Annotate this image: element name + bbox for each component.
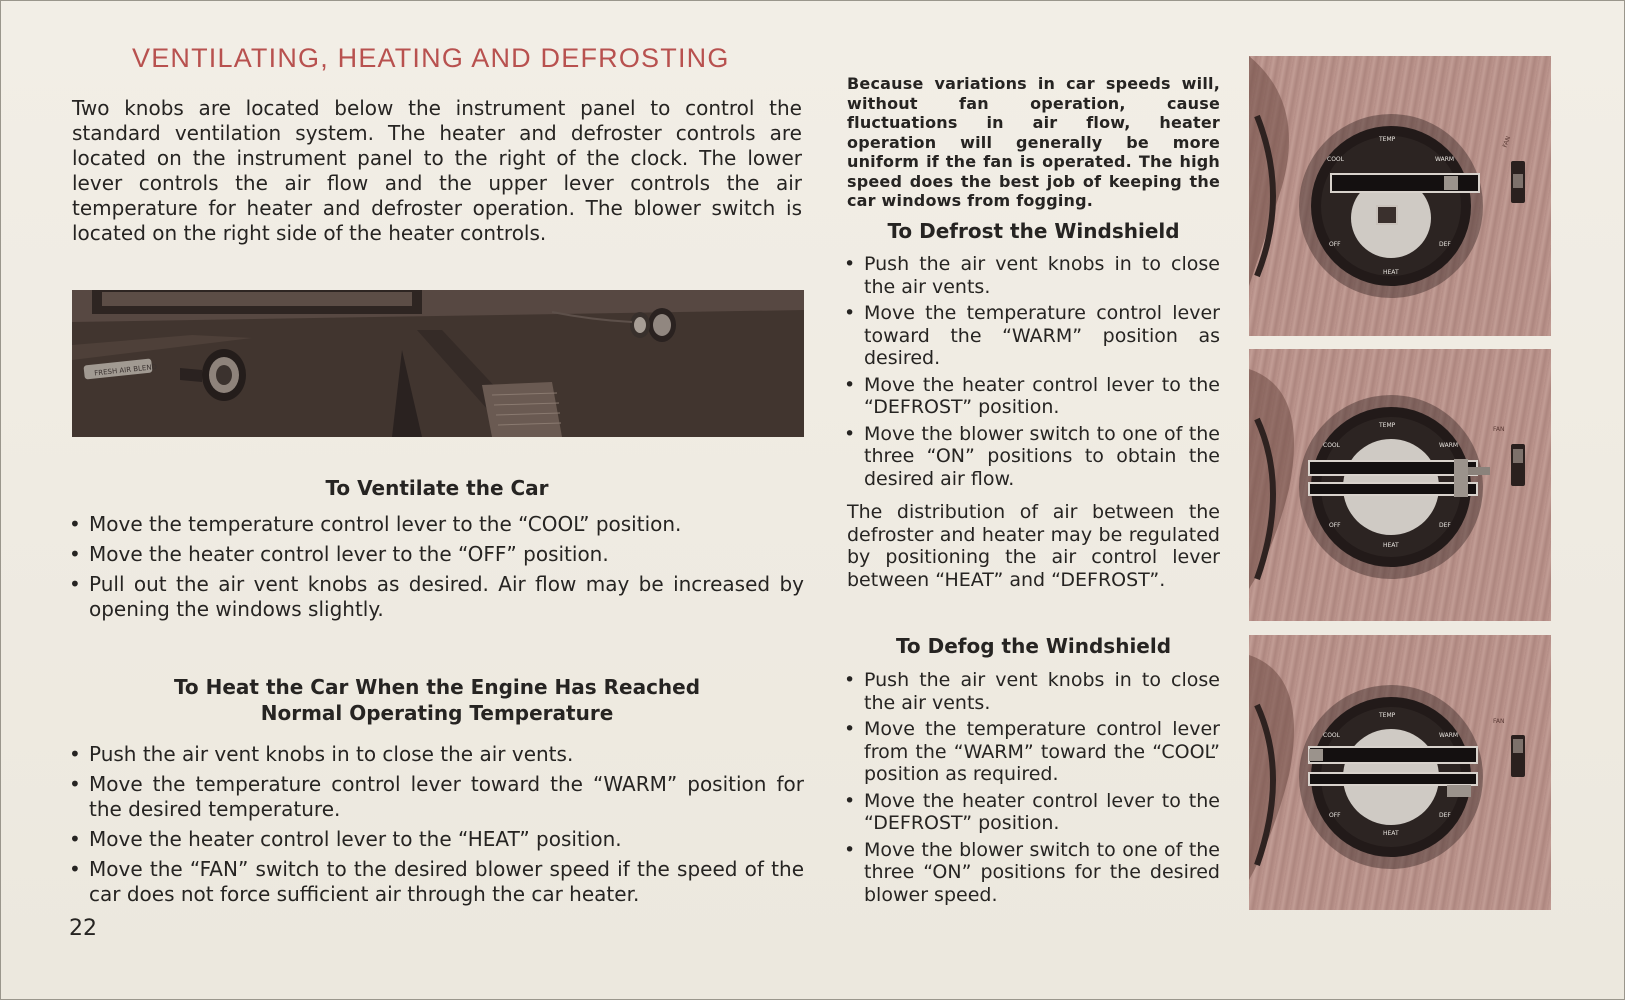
list-item: • Move the temperature control lever from the “WARM” toward the “COOL” position as required. — [844, 718, 1220, 786]
defog-heading: To Defog the Windshield — [895, 634, 1172, 658]
dial-label-cool: COOL — [1323, 442, 1340, 449]
panel-label-fan: FAN — [1493, 718, 1505, 725]
defrost-heading: To Defrost the Windshield — [887, 219, 1180, 243]
intro-paragraph: Two knobs are located below the instrument panel to control the standard ventilation system. The heater and defroster controls are located on the instrument panel to the right of the clock. The lower lever controls the air flow and the upper lever controls the air temperature for heater and defroster operation. The blower switch is located on the right side of the heater controls. — [72, 96, 802, 245]
dial-label-def: DEF — [1439, 812, 1451, 819]
vent-plate-label: FRESH AIR BLEND — [93, 362, 158, 378]
dial-label-cool: COOL — [1327, 156, 1344, 163]
heater-dial-illustration — [1249, 56, 1551, 336]
dial-label-off: OFF — [1329, 522, 1341, 529]
defrost-steps — [844, 253, 1220, 494]
dial-label-heat: HEAT — [1383, 269, 1399, 276]
list-item: • Push the air vent knobs in to close the air vents. — [844, 669, 1220, 714]
heat-heading — [72, 674, 802, 726]
list-item: • Move the blower switch to one of the three “ON” positions to obtain the desired air flow. — [844, 423, 1220, 491]
list-item: • Move the heater control lever to the “HEAT” position. — [69, 827, 804, 852]
dial-label-heat: HEAT — [1383, 830, 1399, 837]
dial-label-cool: COOL — [1323, 732, 1340, 739]
list-item: • Move the heater control lever to the “DEFROST” position. — [844, 790, 1220, 835]
air-vent-knobs-illustration — [72, 290, 804, 437]
dial-label-warm: WARM — [1435, 156, 1455, 163]
dial-label-heat: HEAT — [1383, 542, 1399, 549]
heat-heading-line-2: Normal Operating Temperature — [260, 701, 614, 725]
list-item: • Move the temperature control lever to the “COOL” position. — [69, 512, 804, 537]
dial-label-def: DEF — [1439, 241, 1451, 248]
dial-label-temp: TEMP — [1379, 136, 1396, 143]
defog-steps — [844, 669, 1220, 910]
panel-label-fan: FAN — [1493, 426, 1505, 433]
ventilate-heading: To Ventilate the Car — [325, 476, 549, 500]
list-item: • Move the heater control lever to the “OFF” position. — [69, 542, 804, 567]
page-number: 22 — [69, 916, 97, 941]
list-item: • Move the temperature control lever toward the “WARM” position for the desired temperature. — [69, 772, 804, 822]
dial-label-off: OFF — [1329, 812, 1341, 819]
list-item: • Pull out the air vent knobs as desired. Air flow may be increased by opening the windows slightly. — [69, 572, 804, 622]
air-distribution-note: The distribution of air between the defroster and heater may be regulated by positioning the air control lever between “HEAT” and “DEFROST”. — [847, 501, 1220, 591]
dial-label-off: OFF — [1329, 241, 1341, 248]
list-item: • Move the heater control lever to the “DEFROST” position. — [844, 374, 1220, 419]
page-title: VENTILATING, HEATING AND DEFROSTING — [132, 43, 730, 73]
dial-label-warm: WARM — [1439, 732, 1459, 739]
heat-steps — [69, 742, 804, 912]
dial-label-warm: WARM — [1439, 442, 1459, 449]
list-item: • Move the temperature control lever toward the “WARM” position as desired. — [844, 302, 1220, 370]
list-item: • Push the air vent knobs in to close the air vents. — [69, 742, 804, 767]
list-item: • Push the air vent knobs in to close the air vents. — [844, 253, 1220, 298]
heater-control-photo-defog — [1249, 635, 1551, 910]
heat-heading-line-1: To Heat the Car When the Engine Has Reached — [173, 675, 701, 699]
dial-label-def: DEF — [1439, 522, 1451, 529]
dial-label-temp: TEMP — [1379, 712, 1396, 719]
heater-control-photo-distribution — [1249, 349, 1551, 621]
heater-dial-illustration — [1249, 635, 1551, 910]
panel-label-fan: FAN — [1501, 135, 1513, 149]
fan-note-paragraph: Because variations in car speeds will, without fan operation, cause fluctuations in air flow, heater operation will generally be more uniform if the fan is operated. The high speed does the best job of keeping the car windows from fogging. — [847, 74, 1220, 210]
list-item: • Move the “FAN” switch to the desired blower speed if the speed of the car does not force sufficient air through the car heater. — [69, 857, 804, 907]
heater-dial-illustration — [1249, 349, 1551, 621]
air-vent-knobs-photo — [72, 290, 804, 437]
dial-label-temp: TEMP — [1379, 422, 1396, 429]
list-item: • Move the blower switch to one of the three “ON” positions for the desired blower speed. — [844, 839, 1220, 907]
heater-control-photo-defrost — [1249, 56, 1551, 336]
ventilate-steps — [69, 512, 804, 627]
